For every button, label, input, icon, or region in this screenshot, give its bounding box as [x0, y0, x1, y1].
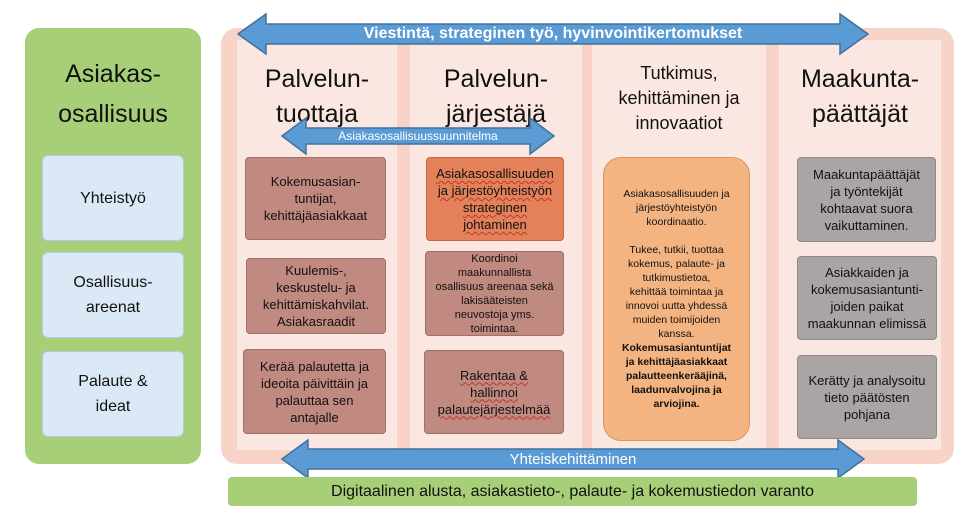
column-title-regional-decision-makers: Maakunta- päättäjät — [800, 65, 920, 128]
column-title-service-provider: Palvelun- tuottaja — [264, 65, 370, 128]
left-item-cooperation: Yhteistyö — [42, 155, 184, 241]
research-box-experts: Kokemusasiantuntijat ja kehittäjäasiakkaat palautteenkerääjinä, laadunvalvojina ja arviojina. — [621, 342, 732, 410]
organizer-box-coordination: Koordinoi maakunnallista osallisuus areenaa sekä lakisääteisten neuvostoja yms. toimintaa. — [425, 251, 564, 336]
decision-makers-box-direct-influence: Maakuntapäättäjät ja työntekijät kohtaavat suora vaikuttaminen. — [797, 157, 936, 242]
research-box-body: Tukee, tutkii, tuottaa kokemus, palaute- ja tutkimustietoa, kehittää toimintaa ja innovoi uutta yhdessä muiden toimijoiden kanssa. — [625, 244, 728, 340]
column-title-research: Tutkimus, kehittäminen ja innovaatiot — [618, 62, 740, 133]
left-item-participation-arenas: Osallisuus- areenat — [42, 252, 184, 338]
provider-box-cafes: Kuulemis-, keskustelu- ja kehittämiskahvilat. Asiakasraadit — [246, 258, 386, 334]
communication-arrow-label: Viestintä, strateginen työ, hyvinvointikertomukset — [363, 25, 743, 42]
left-item-feedback-ideas: Palaute & ideat — [42, 351, 184, 437]
organizer-box-feedback-system — [424, 350, 564, 434]
co-development-arrow-label: Yhteiskehittäminen — [509, 450, 637, 468]
research-box-intro: Asiakasosallisuuden ja järjestöyhteistyön koordinaatio. — [623, 188, 730, 228]
digital-platform-bar: Digitaalinen alusta, asiakastieto-, palaute- ja kokemustiedon varanto — [228, 477, 917, 506]
organizer-box-strategic-leadership-text: Asiakasosallisuuden ja järjestöyhteistyön strateginen johtaminen — [436, 166, 554, 232]
provider-box-experts: Kokemusasian- tuntijat, kehittäjäasiakkaat — [245, 157, 386, 240]
organizer-box-feedback-system-text: Rakentaa & hallinnoi palautejärjestelmää — [437, 367, 551, 417]
participation-plan-arrow-label: Asiakasosallisuussuunnitelma — [338, 129, 498, 143]
research-box — [603, 157, 750, 441]
provider-box-feedback: Kerää palautetta ja ideoita päivittäin ja palauttaa sen antajalle — [243, 349, 386, 434]
customer-participation-title: Asiakas- osallisuus — [58, 60, 168, 128]
decision-makers-box-seats: Asiakkaiden ja kokemusasiantunti- joiden paikat maakunnan elimissä — [797, 256, 937, 340]
decision-makers-box-analyzed-data: Kerätty ja analysoitu tieto päätösten pohjana — [797, 355, 937, 439]
column-title-service-organizer: Palvelun- järjestäjä — [443, 65, 549, 128]
organizer-box-strategic-leadership — [426, 157, 564, 241]
